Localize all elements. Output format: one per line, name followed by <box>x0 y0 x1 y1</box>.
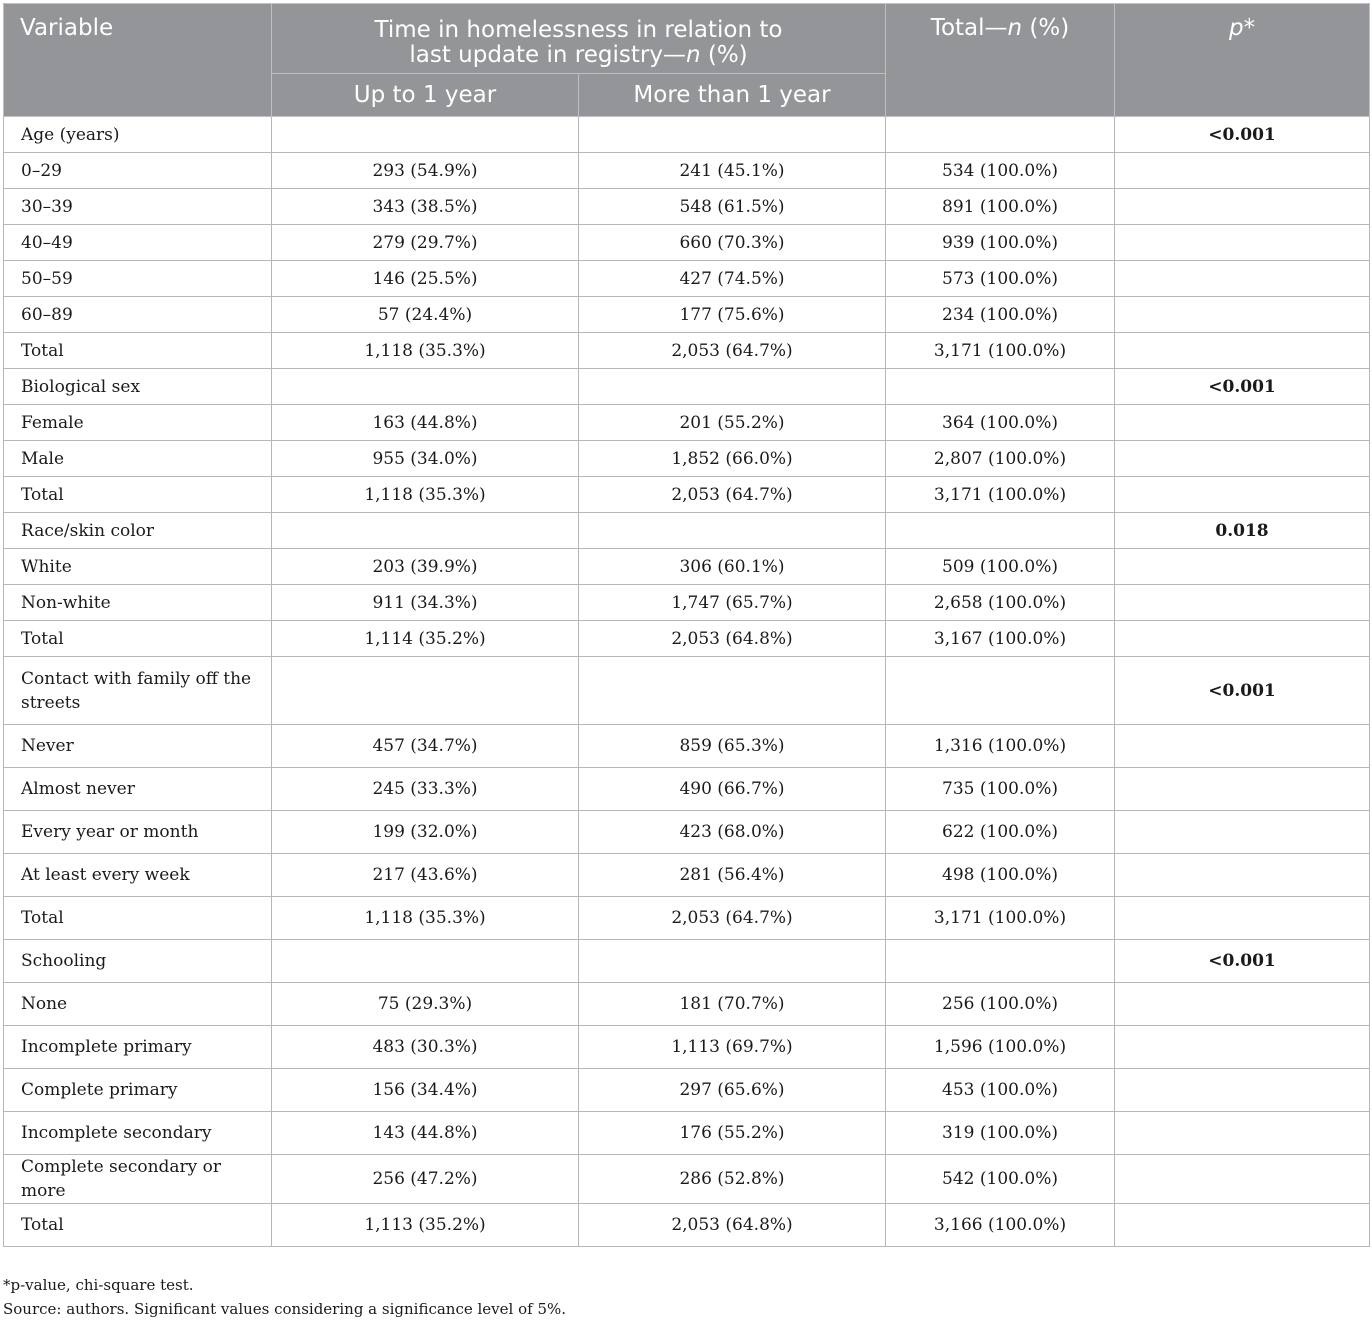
table-header <box>4 4 1370 117</box>
cell-more-than-1-year: 1,747 (65.7%) <box>579 585 886 621</box>
cell-more-than-1-year: 297 (65.6%) <box>579 1069 886 1112</box>
cell-up-to-1-year: 343 (38.5%) <box>272 189 579 225</box>
cell-total: 3,171 (100.0%) <box>886 897 1115 940</box>
cell-p-value <box>1115 261 1370 297</box>
cell-up-to-1-year: 146 (25.5%) <box>272 261 579 297</box>
table-row <box>4 768 1370 811</box>
cell-up-to-1-year <box>272 657 579 725</box>
row-label: Complete primary <box>4 1069 272 1112</box>
row-label: Race/skin color <box>4 513 272 549</box>
cell-p-value <box>1115 225 1370 261</box>
footnote-p-value: *p-value, chi-square test. <box>3 1276 194 1294</box>
cell-p-value <box>1115 405 1370 441</box>
table-row <box>4 153 1370 189</box>
cell-total: 3,167 (100.0%) <box>886 621 1115 657</box>
row-label: Biological sex <box>4 369 272 405</box>
cell-total: 256 (100.0%) <box>886 983 1115 1026</box>
cell-more-than-1-year: 423 (68.0%) <box>579 811 886 854</box>
row-label: Never <box>4 725 272 768</box>
cell-up-to-1-year: 1,118 (35.3%) <box>272 477 579 513</box>
row-label: Non-white <box>4 585 272 621</box>
cell-up-to-1-year: 75 (29.3%) <box>272 983 579 1026</box>
row-label: Schooling <box>4 940 272 983</box>
cell-p-value <box>1115 1026 1370 1069</box>
cell-total: 622 (100.0%) <box>886 811 1115 854</box>
header-time-group <box>272 4 886 74</box>
cell-more-than-1-year <box>579 117 886 153</box>
row-label: Contact with family off the streets <box>4 657 272 725</box>
cell-total: 3,171 (100.0%) <box>886 333 1115 369</box>
header-p-letter: p <box>1228 15 1244 41</box>
cell-up-to-1-year: 256 (47.2%) <box>272 1155 579 1204</box>
cell-more-than-1-year: 2,053 (64.8%) <box>579 1204 886 1247</box>
cell-up-to-1-year: 57 (24.4%) <box>272 297 579 333</box>
cell-p-value <box>1115 1155 1370 1204</box>
cell-p-value <box>1115 768 1370 811</box>
cell-total: 319 (100.0%) <box>886 1112 1115 1155</box>
table-row <box>4 585 1370 621</box>
cell-total <box>886 657 1115 725</box>
cell-more-than-1-year <box>579 513 886 549</box>
cell-total: 735 (100.0%) <box>886 768 1115 811</box>
header-total-n: n <box>1007 15 1023 41</box>
cell-total: 3,166 (100.0%) <box>886 1204 1115 1247</box>
cell-total: 1,596 (100.0%) <box>886 1026 1115 1069</box>
cell-more-than-1-year <box>579 940 886 983</box>
cell-more-than-1-year: 281 (56.4%) <box>579 854 886 897</box>
header-time-n: n <box>685 42 701 68</box>
cell-up-to-1-year: 199 (32.0%) <box>272 811 579 854</box>
cell-up-to-1-year: 1,118 (35.3%) <box>272 333 579 369</box>
cell-total: 509 (100.0%) <box>886 549 1115 585</box>
table-row <box>4 513 1370 549</box>
cell-total: 3,171 (100.0%) <box>886 477 1115 513</box>
cell-total: 1,316 (100.0%) <box>886 725 1115 768</box>
header-time-line2-text: last update in registry— <box>409 42 686 68</box>
cell-total: 498 (100.0%) <box>886 854 1115 897</box>
footnote-source: Source: authors. Significant values considering a significance level of 5%. <box>3 1300 567 1318</box>
row-label: 40–49 <box>4 225 272 261</box>
cell-p-value <box>1115 1069 1370 1112</box>
cell-up-to-1-year: 1,118 (35.3%) <box>272 897 579 940</box>
table-row <box>4 261 1370 297</box>
cell-up-to-1-year: 203 (39.9%) <box>272 549 579 585</box>
row-label: Total <box>4 1204 272 1247</box>
table-row <box>4 1204 1370 1247</box>
table-row <box>4 897 1370 940</box>
cell-more-than-1-year: 201 (55.2%) <box>579 405 886 441</box>
header-up-to-1-year: Up to 1 year <box>272 74 579 117</box>
cell-p-value <box>1115 189 1370 225</box>
table-row <box>4 297 1370 333</box>
cell-more-than-1-year: 286 (52.8%) <box>579 1155 886 1204</box>
cell-p-value <box>1115 811 1370 854</box>
cell-up-to-1-year: 955 (34.0%) <box>272 441 579 477</box>
cell-up-to-1-year: 1,114 (35.2%) <box>272 621 579 657</box>
cell-more-than-1-year: 548 (61.5%) <box>579 189 886 225</box>
table-row <box>4 333 1370 369</box>
cell-up-to-1-year: 457 (34.7%) <box>272 725 579 768</box>
cell-p-value <box>1115 477 1370 513</box>
table-body <box>4 117 1370 1247</box>
cell-p-value <box>1115 897 1370 940</box>
table-row <box>4 1112 1370 1155</box>
cell-more-than-1-year: 859 (65.3%) <box>579 725 886 768</box>
row-label: Female <box>4 405 272 441</box>
cell-more-than-1-year: 241 (45.1%) <box>579 153 886 189</box>
cell-p-value <box>1115 153 1370 189</box>
row-label: 60–89 <box>4 297 272 333</box>
cell-total: 573 (100.0%) <box>886 261 1115 297</box>
cell-more-than-1-year: 2,053 (64.7%) <box>579 333 886 369</box>
cell-more-than-1-year: 1,852 (66.0%) <box>579 441 886 477</box>
header-time-line2 <box>409 42 747 68</box>
header-total-pct: (%) <box>1022 15 1070 41</box>
cell-p-value: <0.001 <box>1115 117 1370 153</box>
cell-more-than-1-year: 177 (75.6%) <box>579 297 886 333</box>
cell-up-to-1-year: 1,113 (35.2%) <box>272 1204 579 1247</box>
cell-total <box>886 513 1115 549</box>
table-row <box>4 657 1370 725</box>
cell-more-than-1-year: 176 (55.2%) <box>579 1112 886 1155</box>
table-row <box>4 117 1370 153</box>
cell-up-to-1-year <box>272 117 579 153</box>
cell-total: 542 (100.0%) <box>886 1155 1115 1204</box>
cell-total <box>886 117 1115 153</box>
cell-more-than-1-year: 2,053 (64.7%) <box>579 897 886 940</box>
row-label: Total <box>4 621 272 657</box>
table-row <box>4 811 1370 854</box>
row-label: Incomplete secondary <box>4 1112 272 1155</box>
cell-p-value <box>1115 333 1370 369</box>
cell-up-to-1-year: 143 (44.8%) <box>272 1112 579 1155</box>
cell-total: 939 (100.0%) <box>886 225 1115 261</box>
table-row <box>4 725 1370 768</box>
header-time-pct: (%) <box>700 42 748 68</box>
table-row <box>4 189 1370 225</box>
cell-more-than-1-year: 427 (74.5%) <box>579 261 886 297</box>
cell-more-than-1-year <box>579 369 886 405</box>
cell-up-to-1-year: 911 (34.3%) <box>272 585 579 621</box>
cell-total <box>886 940 1115 983</box>
table-row <box>4 940 1370 983</box>
header-time-line1: Time in homelessness in relation to <box>374 17 783 43</box>
header-total-text: Total— <box>930 15 1008 41</box>
table-row <box>4 1155 1370 1204</box>
cell-more-than-1-year: 2,053 (64.8%) <box>579 621 886 657</box>
cell-up-to-1-year: 156 (34.4%) <box>272 1069 579 1112</box>
cell-p-value <box>1115 549 1370 585</box>
cell-more-than-1-year: 181 (70.7%) <box>579 983 886 1026</box>
table-row <box>4 477 1370 513</box>
table-row <box>4 983 1370 1026</box>
table-row <box>4 405 1370 441</box>
row-label: None <box>4 983 272 1026</box>
row-label: Total <box>4 897 272 940</box>
table-row <box>4 441 1370 477</box>
cell-p-value: <0.001 <box>1115 940 1370 983</box>
row-label: Every year or month <box>4 811 272 854</box>
table-container <box>3 3 1369 1247</box>
table-row <box>4 621 1370 657</box>
cell-more-than-1-year <box>579 657 886 725</box>
table-row <box>4 549 1370 585</box>
row-label: 0–29 <box>4 153 272 189</box>
table-row <box>4 854 1370 897</box>
header-p-star: * <box>1243 15 1256 41</box>
cell-p-value <box>1115 983 1370 1026</box>
cell-p-value <box>1115 854 1370 897</box>
cell-p-value: <0.001 <box>1115 369 1370 405</box>
cell-total: 2,807 (100.0%) <box>886 441 1115 477</box>
header-variable-label: Variable <box>20 15 114 41</box>
cell-total: 534 (100.0%) <box>886 153 1115 189</box>
cell-p-value <box>1115 585 1370 621</box>
cell-more-than-1-year: 2,053 (64.7%) <box>579 477 886 513</box>
cell-more-than-1-year: 1,113 (69.7%) <box>579 1026 886 1069</box>
row-label: Male <box>4 441 272 477</box>
cell-p-value <box>1115 725 1370 768</box>
table-row <box>4 1026 1370 1069</box>
row-label: White <box>4 549 272 585</box>
cell-more-than-1-year: 306 (60.1%) <box>579 549 886 585</box>
data-table <box>3 3 1370 1247</box>
cell-up-to-1-year: 279 (29.7%) <box>272 225 579 261</box>
cell-up-to-1-year <box>272 513 579 549</box>
cell-more-than-1-year: 490 (66.7%) <box>579 768 886 811</box>
cell-up-to-1-year: 245 (33.3%) <box>272 768 579 811</box>
cell-p-value <box>1115 1112 1370 1155</box>
row-label: Incomplete primary <box>4 1026 272 1069</box>
cell-up-to-1-year: 163 (44.8%) <box>272 405 579 441</box>
cell-p-value: 0.018 <box>1115 513 1370 549</box>
row-label: Complete secondary or more <box>4 1155 272 1204</box>
row-label: Total <box>4 333 272 369</box>
header-variable <box>4 4 272 117</box>
table-row <box>4 1069 1370 1112</box>
cell-up-to-1-year: 217 (43.6%) <box>272 854 579 897</box>
table-row <box>4 225 1370 261</box>
cell-total: 364 (100.0%) <box>886 405 1115 441</box>
cell-up-to-1-year: 483 (30.3%) <box>272 1026 579 1069</box>
header-more-than-1-year: More than 1 year <box>579 74 886 117</box>
header-total <box>886 4 1115 117</box>
cell-p-value <box>1115 621 1370 657</box>
cell-p-value: <0.001 <box>1115 657 1370 725</box>
cell-up-to-1-year <box>272 940 579 983</box>
row-label: Total <box>4 477 272 513</box>
table-row <box>4 369 1370 405</box>
cell-p-value <box>1115 441 1370 477</box>
row-label: Age (years) <box>4 117 272 153</box>
header-p-value <box>1115 4 1370 117</box>
cell-more-than-1-year: 660 (70.3%) <box>579 225 886 261</box>
cell-total: 2,658 (100.0%) <box>886 585 1115 621</box>
row-label: At least every week <box>4 854 272 897</box>
cell-up-to-1-year: 293 (54.9%) <box>272 153 579 189</box>
cell-total: 891 (100.0%) <box>886 189 1115 225</box>
row-label: 50–59 <box>4 261 272 297</box>
cell-up-to-1-year <box>272 369 579 405</box>
cell-p-value <box>1115 1204 1370 1247</box>
cell-p-value <box>1115 297 1370 333</box>
row-label: Almost never <box>4 768 272 811</box>
cell-total <box>886 369 1115 405</box>
cell-total: 453 (100.0%) <box>886 1069 1115 1112</box>
cell-total: 234 (100.0%) <box>886 297 1115 333</box>
row-label: 30–39 <box>4 189 272 225</box>
